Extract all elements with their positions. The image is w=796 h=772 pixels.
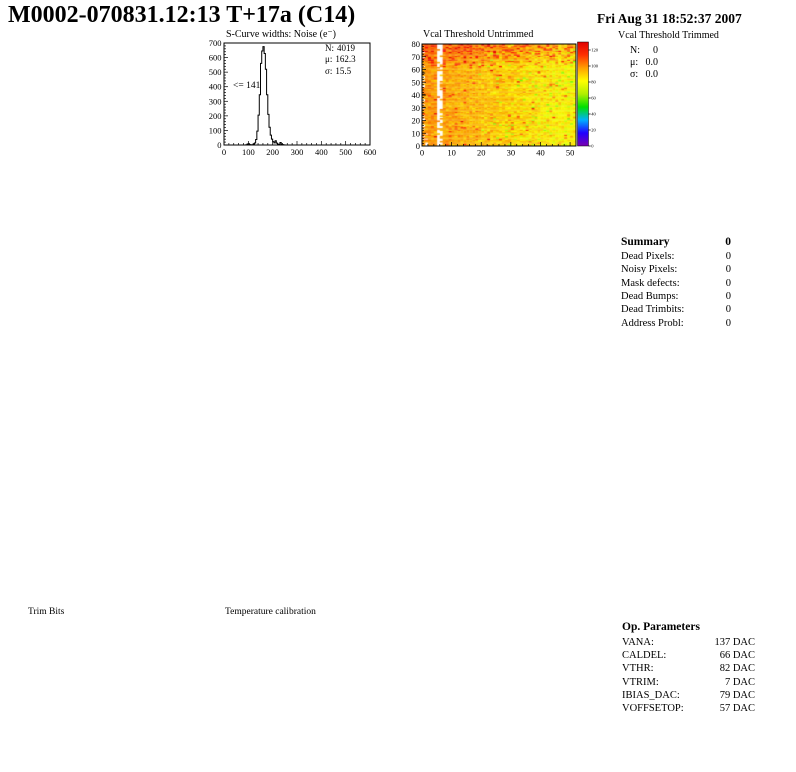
summary-row [621,303,731,316]
trim-bits-label: Trim Bits [28,607,65,617]
summary-row-label: Address Probl: [621,317,684,329]
summary-row-label: Dead Pixels: [621,251,675,262]
colorbar-tick-label: 60 [591,95,596,101]
trimmed-n-label: N: [630,45,640,56]
x-tick-label: 20 [476,147,486,158]
scurve-histogram-plot [195,28,395,164]
scurve-cut-annotation: <= 141 [233,81,261,91]
x-tick-label: 0 [221,147,227,157]
summary-header [621,236,731,248]
x-tick-label: 500 [339,147,353,157]
x-tick-label: 40 [536,147,545,158]
heatmap-axes-colorbar [405,28,610,164]
report-datetime: Fri Aug 31 18:52:37 2007 [597,11,742,26]
summary-rows [621,250,731,330]
op-parameter-row [622,689,755,702]
y-tick-label: 400 [208,81,222,92]
y-tick-label: 10 [411,128,420,139]
summary-row [621,263,731,276]
y-tick-label: 300 [208,96,222,107]
x-tick-label: 50 [565,147,575,158]
colorbar-tick-label: 100 [591,63,599,69]
trimmed-panel-title: Vcal Threshold Trimmed [618,30,719,41]
trimmed-panel [618,30,719,81]
stat-mu-value: 162.3 [335,54,356,65]
x-tick-label: 600 [363,147,377,157]
stat-n-value: 4019 [337,43,355,53]
summary-row [621,277,731,290]
temperature-calibration-label: Temperature calibration [225,607,316,617]
op-parameter-row [622,702,755,715]
x-tick-label: 400 [314,147,328,157]
trimmed-sigma-value: 0.0 [645,69,658,80]
y-tick-label: 0 [217,140,222,150]
y-tick-label: 200 [208,110,222,121]
stat-sigma-label: σ: [325,65,333,76]
op-parameter-row-value: 57 DAC [719,703,755,715]
stat-mu-label: μ: [325,54,333,65]
stat-mean [325,54,356,65]
y-tick-label: 40 [411,90,420,100]
summary-row [621,317,731,330]
y-tick-label: 600 [208,52,222,63]
colorbar [578,42,589,146]
x-tick-label: 300 [290,147,304,157]
op-parameter-row-value: 82 DAC [719,663,755,675]
summary-row-value: 0 [725,317,731,329]
summary-row-label: Noisy Pixels: [621,264,678,276]
y-tick-label: 50 [411,77,420,88]
y-tick-label: 60 [411,64,420,75]
scurve-stats-box [325,43,356,77]
trimmed-stat-row [630,69,658,81]
summary-row-label: Dead Bumps: [621,291,679,303]
op-parameter-row-label: VANA: [622,636,654,648]
summary-total: 0 [725,236,731,248]
x-tick-label: 0 [419,147,425,158]
stat-entries [325,43,356,54]
colorbar-tick-label: 20 [591,127,596,133]
summary-row-value: 0 [725,264,731,276]
y-tick-label: 700 [208,38,222,48]
summary-row-value: 0 [725,291,731,303]
y-tick-label: 100 [208,125,222,136]
summary-panel [621,236,731,330]
op-parameters-rows [622,636,755,716]
op-parameter-row [622,676,755,689]
trimmed-stat-row [630,57,658,69]
trimmed-stats-box [630,45,658,81]
y-tick-label: 80 [411,39,420,49]
op-parameters-panel [622,621,755,716]
op-parameter-row-value: 137 DAC [714,636,755,648]
heatmap-title: Vcal Threshold Untrimmed [423,29,534,40]
summary-row [621,290,731,303]
colorbar-tick-label: 0 [591,143,594,149]
op-parameter-row-label: CALDEL: [622,649,667,661]
stat-n-label: N: [325,43,334,53]
stat-sigma-value: 15.5 [335,65,352,76]
op-parameter-row-label: VTRIM: [622,676,659,688]
x-tick-label: 200 [266,147,280,157]
colorbar-tick-label: 120 [591,47,599,53]
x-tick-label: 30 [506,147,516,158]
summary-row-label: Mask defects: [621,277,680,289]
op-parameter-row-value: 79 DAC [719,689,755,701]
summary-row-value: 0 [725,304,731,316]
x-tick-label: 100 [241,147,255,157]
summary-row [621,250,731,263]
summary-title: Summary [621,236,670,248]
scurve-chart-title: S-Curve widths: Noise (e⁻) [226,29,336,40]
y-tick-label: 30 [411,102,420,113]
trimmed-mu-label: μ: [630,57,639,68]
trimmed-stat-row [630,45,658,57]
stat-sigma [325,66,356,77]
op-parameter-row-value: 7 DAC [724,676,755,688]
y-tick-label: 70 [411,51,420,62]
y-tick-label: 0 [415,141,420,151]
op-parameter-row-value: 66 DAC [719,649,755,661]
colorbar-tick-label: 80 [591,79,596,85]
op-parameter-row-label: IBIAS_DAC: [622,689,680,701]
colorbar-tick-label: 40 [591,111,596,117]
trimmed-mu-value: 0.0 [645,57,658,68]
op-parameters-title: Op. Parameters [622,621,700,633]
op-parameter-row [622,636,755,649]
trimmed-sigma-label: σ: [630,69,639,80]
op-parameter-row-label: VTHR: [622,663,654,675]
op-parameter-row-label: VOFFSETOP: [622,703,684,715]
x-tick-label: 10 [447,147,456,158]
summary-row-label: Dead Trimbits: [621,304,685,316]
page-title: M0002-070831.12:13 T+17a (C14) [8,2,356,28]
summary-row-value: 0 [725,277,731,289]
y-tick-label: 500 [208,67,222,78]
op-parameter-row [622,649,755,662]
trimmed-n-value: 0 [653,45,658,56]
summary-row-value: 0 [725,251,731,262]
y-tick-label: 20 [411,115,420,126]
op-parameter-row [622,662,755,675]
